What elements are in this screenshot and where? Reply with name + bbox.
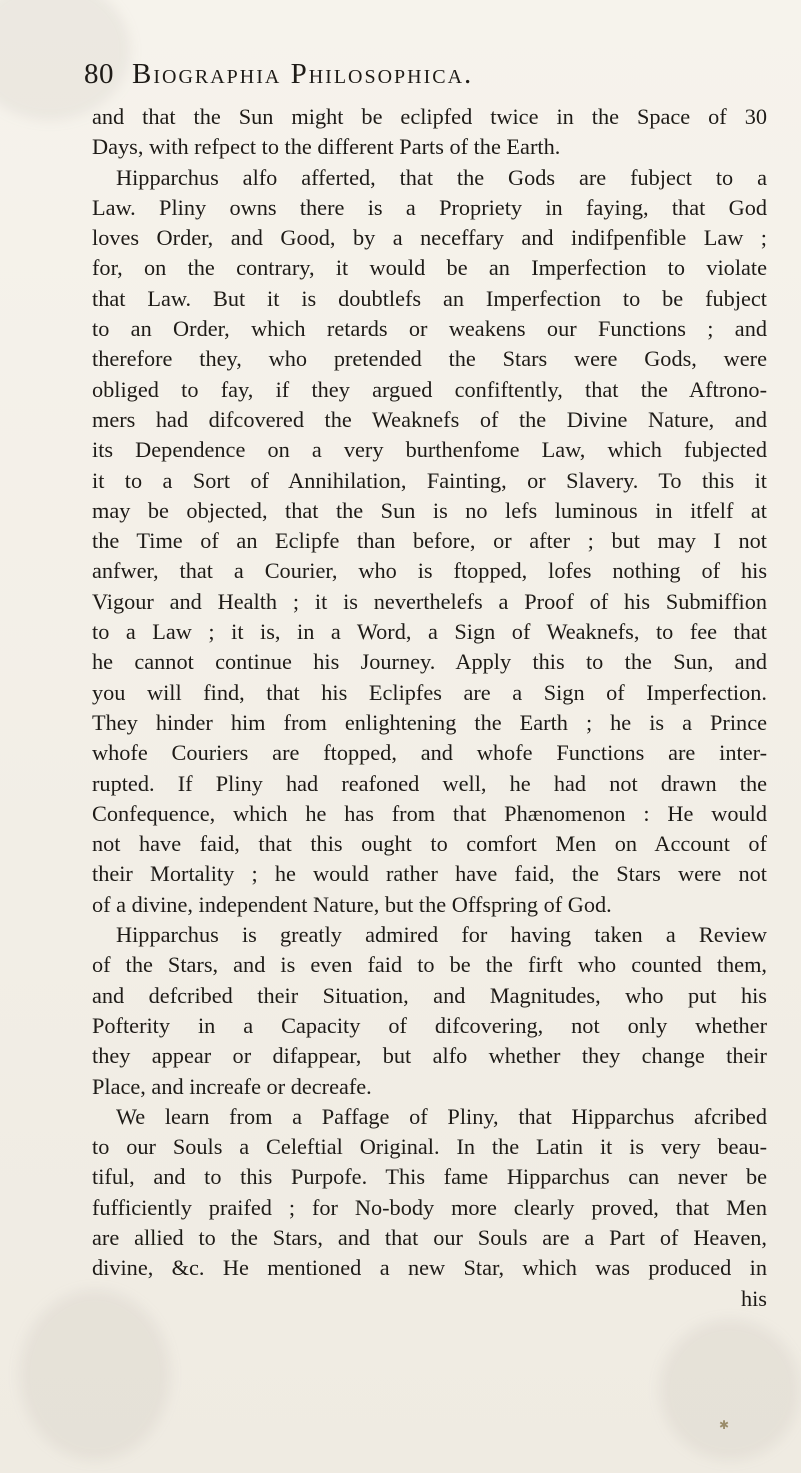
paper-stain [660,1320,800,1460]
text-line: Law. Pliny owns there is a Propriety in faying, that God [92,194,767,220]
text-line: their Mortality ; he would rather have faid, the Stars were not [92,861,767,887]
text-line: to an Order, which retards or weakens our Functions ; and [92,316,767,342]
text-line: they appear or difappear, but alfo whether they change their [92,1043,767,1069]
text-line: obliged to fay, if they argued confiftently, that the Aftrono- [92,376,767,402]
printer-mark: ✱ [719,1418,730,1432]
page-header [84,58,724,98]
text-line: that Law. But it is doubtlefs an Imperfection to be fubject [92,285,767,311]
body-text [92,102,767,1314]
text-line: loves Order, and Good, by a neceffary and indifpenfible Law ; [92,225,767,251]
text-line: to a Law ; it is, in a Word, a Sign of Weaknefs, to fee that [92,619,767,645]
text-line: mers had difcovered the Weaknefs of the Divine Nature, and [92,406,767,432]
text-line: it to a Sort of Annihilation, Fainting, or Slavery. To this it [92,467,767,493]
text-line: are allied to the Stars, and that our Souls are a Part of Heaven, [92,1224,767,1250]
text-line: therefore they, who pretended the Stars were Gods, were [92,346,767,372]
text-line: Confequence, which he has from that Phænomenon : He would [92,800,767,826]
text-line: divine, &c. He mentioned a new Star, which was produced in [92,1255,767,1281]
text-line: Place, and increafe or decreafe. [92,1073,372,1099]
page-number: 80 [84,58,114,90]
text-line: Pofterity in a Capacity of difcovering, not only whether [92,1012,767,1038]
catchword: his [740,1285,767,1311]
text-line: and that the Sun might be eclipfed twice in the Space of 30 [92,104,767,129]
text-line: the Time of an Eclipfe than before, or after ; but may I not [92,528,767,554]
text-line: not have faid, that this ought to comfort Men on Account of [92,831,767,857]
paper-stain [20,1290,170,1460]
text-line: tiful, and to this Purpofe. This fame Hipparchus can never be [92,1164,767,1190]
text-line: of the Stars, and is even faid to be the firft who counted them, [92,952,767,978]
text-line: Days, with refpect to the different Parts of the Earth. [92,134,561,160]
text-line: fufficiently praifed ; for No-body more clearly proved, that Men [92,1194,767,1220]
text-line: for, on the contrary, it would be an Imperfection to violate [92,255,767,281]
text-line: Hipparchus is greatly admired for having taken a Review [116,922,767,948]
text-line: may be objected, that the Sun is no lefs luminous in itfelf at [92,497,767,523]
text-line: We learn from a Paffage of Pliny, that Hipparchus afcribed [116,1103,767,1129]
text-line: and defcribed their Situation, and Magnitudes, who put his [92,982,767,1008]
text-line: he cannot continue his Journey. Apply this to the Sun, and [92,649,767,675]
text-line: Hipparchus alfo afferted, that the Gods are fubject to a [116,164,767,190]
text-line: to our Souls a Celeftial Original. In the Latin it is very beau- [92,1134,767,1160]
text-line: rupted. If Pliny had reafoned well, he had not drawn the [92,770,767,796]
text-line: whofe Couriers are ftopped, and whofe Functions are inter- [92,740,767,766]
text-line: anfwer, that a Courier, who is ftopped, lofes nothing of his [92,558,767,584]
text-line: Vigour and Health ; it is neverthelefs a Proof of his Submiffion [92,588,767,614]
text-line: you will find, that his Eclipfes are a Sign of Imperfection. [92,679,767,705]
running-title: Biographia Philosophica. [132,58,474,90]
text-line: They hinder him from enlightening the Earth ; he is a Prince [92,709,767,735]
text-line: of a divine, independent Nature, but the Offspring of God. [92,891,612,917]
text-line: its Dependence on a very burthenfome Law, which fubjected [92,437,767,463]
